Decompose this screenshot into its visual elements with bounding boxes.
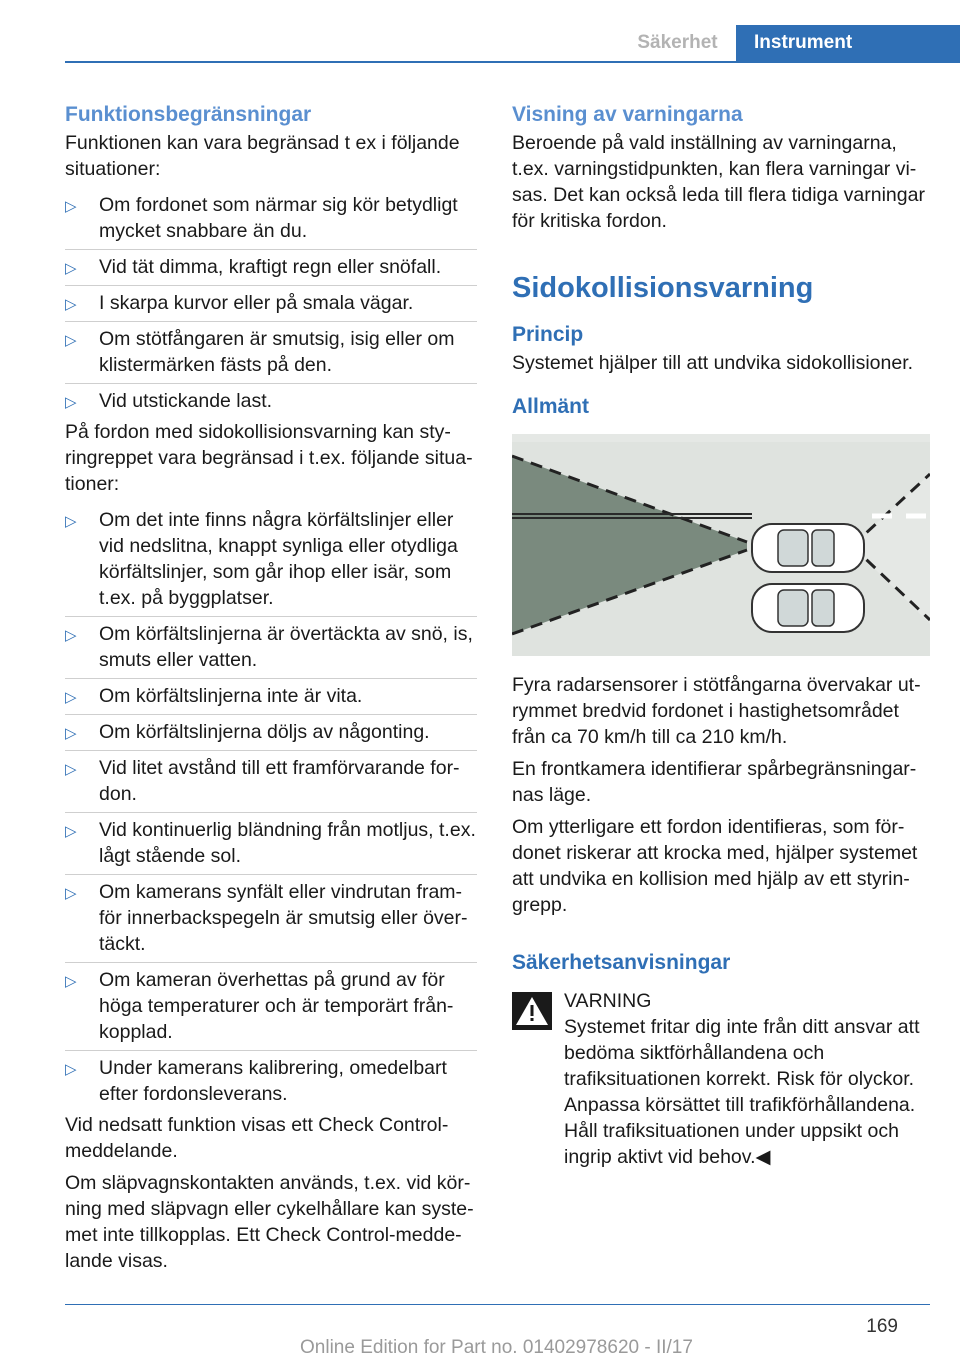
triangle-bullet-icon: ▷ bbox=[65, 823, 77, 840]
triangle-bullet-icon: ▷ bbox=[65, 725, 77, 742]
tab-sakerhet[interactable]: Säkerhet bbox=[637, 32, 718, 53]
heading-allmant: Allmänt bbox=[512, 395, 590, 418]
left-column bbox=[65, 100, 477, 1280]
triangle-bullet-icon: ▷ bbox=[65, 260, 77, 277]
vehicle-adjacent bbox=[752, 524, 864, 572]
visning-text: Beroende på vald inställning av varningarna, t.ex. varningstidpunkten, kan flera varningar vi-sas. Det kan också leda till flera tidiga varningar för kritiska fordon. bbox=[512, 132, 925, 232]
triangle-bullet-icon: ▷ bbox=[65, 761, 77, 778]
list-item-text: Om fordonet som närmar sig kör betydligt mycket snabbare än du. bbox=[99, 194, 458, 242]
list-item bbox=[65, 812, 477, 874]
list-item-text: I skarpa kurvor eller på smala vägar. bbox=[99, 292, 414, 314]
princip-text: Systemet hjälper till att undvika sidokollisioner. bbox=[512, 352, 914, 374]
warning-triangle-icon bbox=[512, 992, 552, 1030]
list-item-text: Om körfältslinjerna döljs av någonting. bbox=[99, 721, 430, 743]
triangle-bullet-icon: ▷ bbox=[65, 198, 77, 215]
allmant-text-1: Fyra radarsensorer i stötfångarna övervakar ut-rymmet bredvid fordonet i hastighetsområdet från ca 70 km/h till ca 210 km/h. bbox=[512, 674, 921, 748]
list-item-text: Vid litet avstånd till ett framförvarande for-don. bbox=[99, 757, 460, 805]
list-item bbox=[65, 750, 477, 812]
list-item-text: Om det inte finns några körfältslinjer eller vid nedslitna, knappt synliga eller otydliga körfältslinjer, som går ihop eller isär, som t.ex. på byggplatser. bbox=[99, 509, 458, 609]
heading-princip: Princip bbox=[512, 323, 584, 346]
right-column bbox=[512, 100, 930, 1170]
edition-line: Online Edition for Part no. 01402978620 - II/17 bbox=[300, 1337, 693, 1358]
road-lane-illustration bbox=[512, 434, 930, 656]
limitations-list-1 bbox=[65, 188, 477, 419]
triangle-bullet-icon: ▷ bbox=[65, 513, 77, 530]
page-number: 169 bbox=[866, 1316, 898, 1337]
list-item bbox=[65, 321, 477, 383]
heading-funktionsbegransningar: Funktionsbegränsningar bbox=[65, 103, 312, 126]
list-item bbox=[65, 383, 477, 419]
list-item bbox=[65, 503, 477, 616]
list-item bbox=[65, 874, 477, 962]
header-rule bbox=[65, 61, 960, 63]
list-item-text: Vid kontinuerlig bländning från motljus, t.ex. lågt stående sol. bbox=[99, 819, 476, 867]
paragraph-slapvagn: Om släpvagnskontakten används, t.ex. vid kör-ning med släpvagn eller cykelhållare kan syste-met inte tillkopplas. Ett Check Control-medde-lande visas. bbox=[65, 1172, 474, 1272]
allmant-text-3: Om ytterligare ett fordon identifieras, som för-donet riskerar att krocka med, hjälper systemet att undvika en kollision med hjälp av ett styrin-grepp. bbox=[512, 816, 918, 916]
list-item-text: Om kameran överhettas på grund av för höga temperaturer och är temporärt från-kopplad. bbox=[99, 969, 454, 1043]
paragraph-check-control: Vid nedsatt funktion visas ett Check Control-meddelande. bbox=[65, 1114, 449, 1162]
list-item bbox=[65, 249, 477, 285]
warning-block bbox=[512, 988, 930, 1170]
triangle-bullet-icon: ▷ bbox=[65, 394, 77, 411]
triangle-bullet-icon: ▷ bbox=[65, 689, 77, 706]
list-item-text: Om stötfångaren är smutsig, isig eller om klistermärken fästs på den. bbox=[99, 328, 455, 376]
triangle-bullet-icon: ▷ bbox=[65, 1061, 77, 1078]
list-item bbox=[65, 1050, 477, 1112]
allmant-text-2: En frontkamera identifierar spårbegränsningar-nas läge. bbox=[512, 758, 917, 806]
limitations-list-2 bbox=[65, 503, 477, 1112]
heading-sakerhetsanvisningar: Säkerhetsanvisningar bbox=[512, 951, 731, 974]
list-item bbox=[65, 616, 477, 678]
paragraph-sidokollision-limits: På fordon med sidokollisionsvarning kan sty-ringreppet vara begränsad i t.ex. följande situa-tioner: bbox=[65, 421, 473, 495]
section-title-sidokollisionsvarning: Sidokollisionsvarning bbox=[512, 272, 814, 304]
intro-text: Funktionen kan vara begränsad t ex i följande situationer: bbox=[65, 132, 460, 180]
list-item bbox=[65, 678, 477, 714]
list-item bbox=[65, 188, 477, 249]
list-item-text: Om körfältslinjerna inte är vita. bbox=[99, 685, 363, 707]
tab-instrument[interactable]: Instrument bbox=[736, 25, 960, 61]
triangle-bullet-icon: ▷ bbox=[65, 627, 77, 644]
triangle-bullet-icon: ▷ bbox=[65, 332, 77, 349]
list-item bbox=[65, 285, 477, 321]
list-item-text: Vid tät dimma, kraftigt regn eller snöfall. bbox=[99, 256, 442, 278]
heading-visning-varningar: Visning av varningarna bbox=[512, 103, 743, 126]
warning-label: VARNING bbox=[564, 990, 652, 1012]
footer-rule bbox=[65, 1304, 930, 1305]
list-item-text: Om körfältslinjerna är övertäckta av snö, is, smuts eller vatten. bbox=[99, 623, 473, 671]
list-item bbox=[65, 962, 477, 1050]
triangle-bullet-icon: ▷ bbox=[65, 885, 77, 902]
vehicle-own bbox=[752, 584, 864, 632]
warning-text: Systemet fritar dig inte från ditt ansvar att bedöma siktförhållandena och trafiksituationen korrekt. Risk för olyckor. Anpassa körsättet till trafikförhållandena. Håll trafiksituationen under uppsikt och ingrip aktivt vid behov.◀ bbox=[564, 1016, 920, 1168]
list-item bbox=[65, 714, 477, 750]
list-item-text: Om kamerans synfält eller vindrutan fram-för innerbackspegeln är smutsig eller över-täckt. bbox=[99, 881, 468, 955]
triangle-bullet-icon: ▷ bbox=[65, 296, 77, 313]
list-item-text: Vid utstickande last. bbox=[99, 390, 273, 412]
list-item-text: Under kamerans kalibrering, omedelbart efter fordonsleverans. bbox=[99, 1057, 447, 1105]
triangle-bullet-icon: ▷ bbox=[65, 973, 77, 990]
